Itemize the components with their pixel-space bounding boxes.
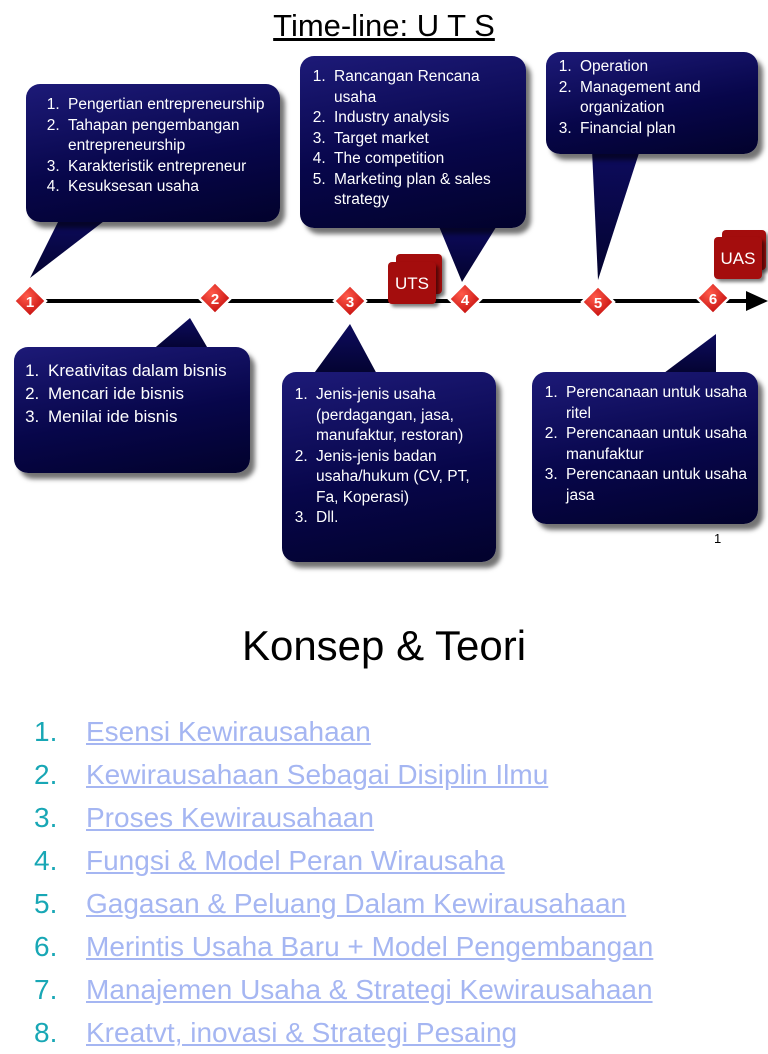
section-heading: Konsep & Teori bbox=[241, 622, 527, 669]
topic-number: 8. bbox=[34, 1017, 58, 1048]
topic-link[interactable]: Manajemen Usaha & Strategi Kewirausahaan bbox=[86, 974, 653, 1005]
bubble-2-item: 1. Kreativitas dalam bisnis bbox=[44, 359, 244, 382]
bubble-6-item: 1. Perencanaan untuk usaha ritel bbox=[562, 383, 754, 424]
list-item bbox=[34, 1011, 653, 1054]
list-item bbox=[34, 753, 653, 796]
bubble-3-item: 3. Dll. bbox=[312, 508, 492, 529]
bubble-6 bbox=[532, 372, 758, 524]
bubble-4-list bbox=[300, 67, 522, 211]
bubble-2-item: 3. Menilai ide bisnis bbox=[44, 405, 244, 428]
topic-list bbox=[34, 710, 653, 1054]
bubble-1-item: 3. Karakteristik entrepreneur bbox=[64, 157, 274, 178]
bubble-3-item: 2. Jenis-jenis badan usaha/hukum (CV, PT, Fa, Koperasi) bbox=[312, 447, 492, 509]
list-item bbox=[34, 882, 653, 925]
topic-number: 3. bbox=[34, 802, 58, 833]
bubble-2-item: 2. Mencari ide bisnis bbox=[44, 382, 244, 405]
bubble-4-item: 4. The competition bbox=[330, 149, 522, 170]
bubble-2-list bbox=[14, 359, 244, 428]
topic-number: 2. bbox=[34, 759, 58, 790]
bubble-4-item: 2. Industry analysis bbox=[330, 108, 522, 129]
topic-link[interactable]: Kreatvt, inovasi & Strategi Pesaing bbox=[86, 1017, 518, 1048]
bubble-1-list bbox=[34, 95, 274, 198]
topic-number: 7. bbox=[34, 974, 58, 1005]
bubble-1-item: 1. Pengertian entrepreneurship bbox=[64, 95, 274, 116]
uas-marker: UAS bbox=[714, 237, 762, 279]
bubble-4-item: 1. Rancangan Rencana usaha bbox=[330, 67, 522, 108]
list-item bbox=[34, 839, 653, 882]
topic-number: 6. bbox=[34, 931, 58, 962]
list-item bbox=[34, 925, 653, 968]
milestone-4-label: 4 bbox=[460, 292, 470, 309]
milestone-5-label: 5 bbox=[593, 295, 603, 312]
bubble-1 bbox=[26, 84, 280, 222]
milestone-2-label: 2 bbox=[210, 291, 220, 308]
bubble-3-list bbox=[282, 385, 492, 529]
topic-number: 1. bbox=[34, 716, 58, 747]
milestone-1 bbox=[14, 285, 46, 317]
milestone-3-label: 3 bbox=[345, 294, 355, 311]
bubble-3 bbox=[282, 372, 496, 562]
bubble-4-item: 3. Target market bbox=[330, 129, 522, 150]
topic-link[interactable]: Kewirausahaan Sebagai Disiplin Ilmu bbox=[86, 759, 549, 790]
bubble-4 bbox=[300, 56, 526, 228]
bubble-2 bbox=[14, 347, 250, 473]
milestone-6 bbox=[697, 282, 729, 314]
topic-link[interactable]: Fungsi & Model Peran Wirausaha bbox=[86, 845, 505, 876]
topic-link[interactable]: Gagasan & Peluang Dalam Kewirausahaan bbox=[86, 888, 627, 919]
milestone-3 bbox=[334, 285, 366, 317]
milestone-5 bbox=[582, 286, 614, 318]
milestone-1-label: 1 bbox=[25, 294, 35, 311]
slide-number: 1 bbox=[714, 531, 722, 546]
topic-link[interactable]: Esensi Kewirausahaan bbox=[86, 716, 371, 747]
list-item bbox=[34, 968, 653, 1011]
bubble-6-item: 2. Perencanaan untuk usaha manufaktur bbox=[562, 424, 754, 465]
milestone-6-label: 6 bbox=[708, 291, 718, 308]
milestone-2 bbox=[199, 282, 231, 314]
bubble-3-item: 1. Jenis-jenis usaha (perdagangan, jasa, manufaktur, restoran) bbox=[312, 385, 492, 447]
topic-link[interactable]: Proses Kewirausahaan bbox=[86, 802, 374, 833]
milestone-4 bbox=[449, 283, 481, 315]
topic-number: 4. bbox=[34, 845, 58, 876]
list-item bbox=[34, 796, 653, 839]
bubble-4-item: 5. Marketing plan & sales strategy bbox=[330, 170, 522, 211]
bubble-5-item: 3. Financial plan bbox=[576, 119, 754, 140]
bubble-1-item: 2. Tahapan pengembangan entrepreneurship bbox=[64, 116, 274, 157]
uts-marker: UTS bbox=[388, 262, 436, 304]
timeline-title: Time-line: U T S bbox=[273, 8, 495, 43]
topic-link[interactable]: Merintis Usaha Baru + Model Pengembangan bbox=[86, 931, 654, 962]
bubble-5-list bbox=[546, 57, 754, 139]
bubble-6-list bbox=[532, 383, 754, 506]
list-item bbox=[34, 710, 653, 753]
bubble-5-item: 2. Management and organization bbox=[576, 78, 754, 119]
bubble-6-item: 3. Perencanaan untuk usaha jasa bbox=[562, 465, 754, 506]
topic-number: 5. bbox=[34, 888, 58, 919]
bubble-5 bbox=[546, 52, 758, 154]
bubble-5-item: 1. Operation bbox=[576, 57, 754, 78]
bubble-1-item: 4. Kesuksesan usaha bbox=[64, 177, 274, 198]
